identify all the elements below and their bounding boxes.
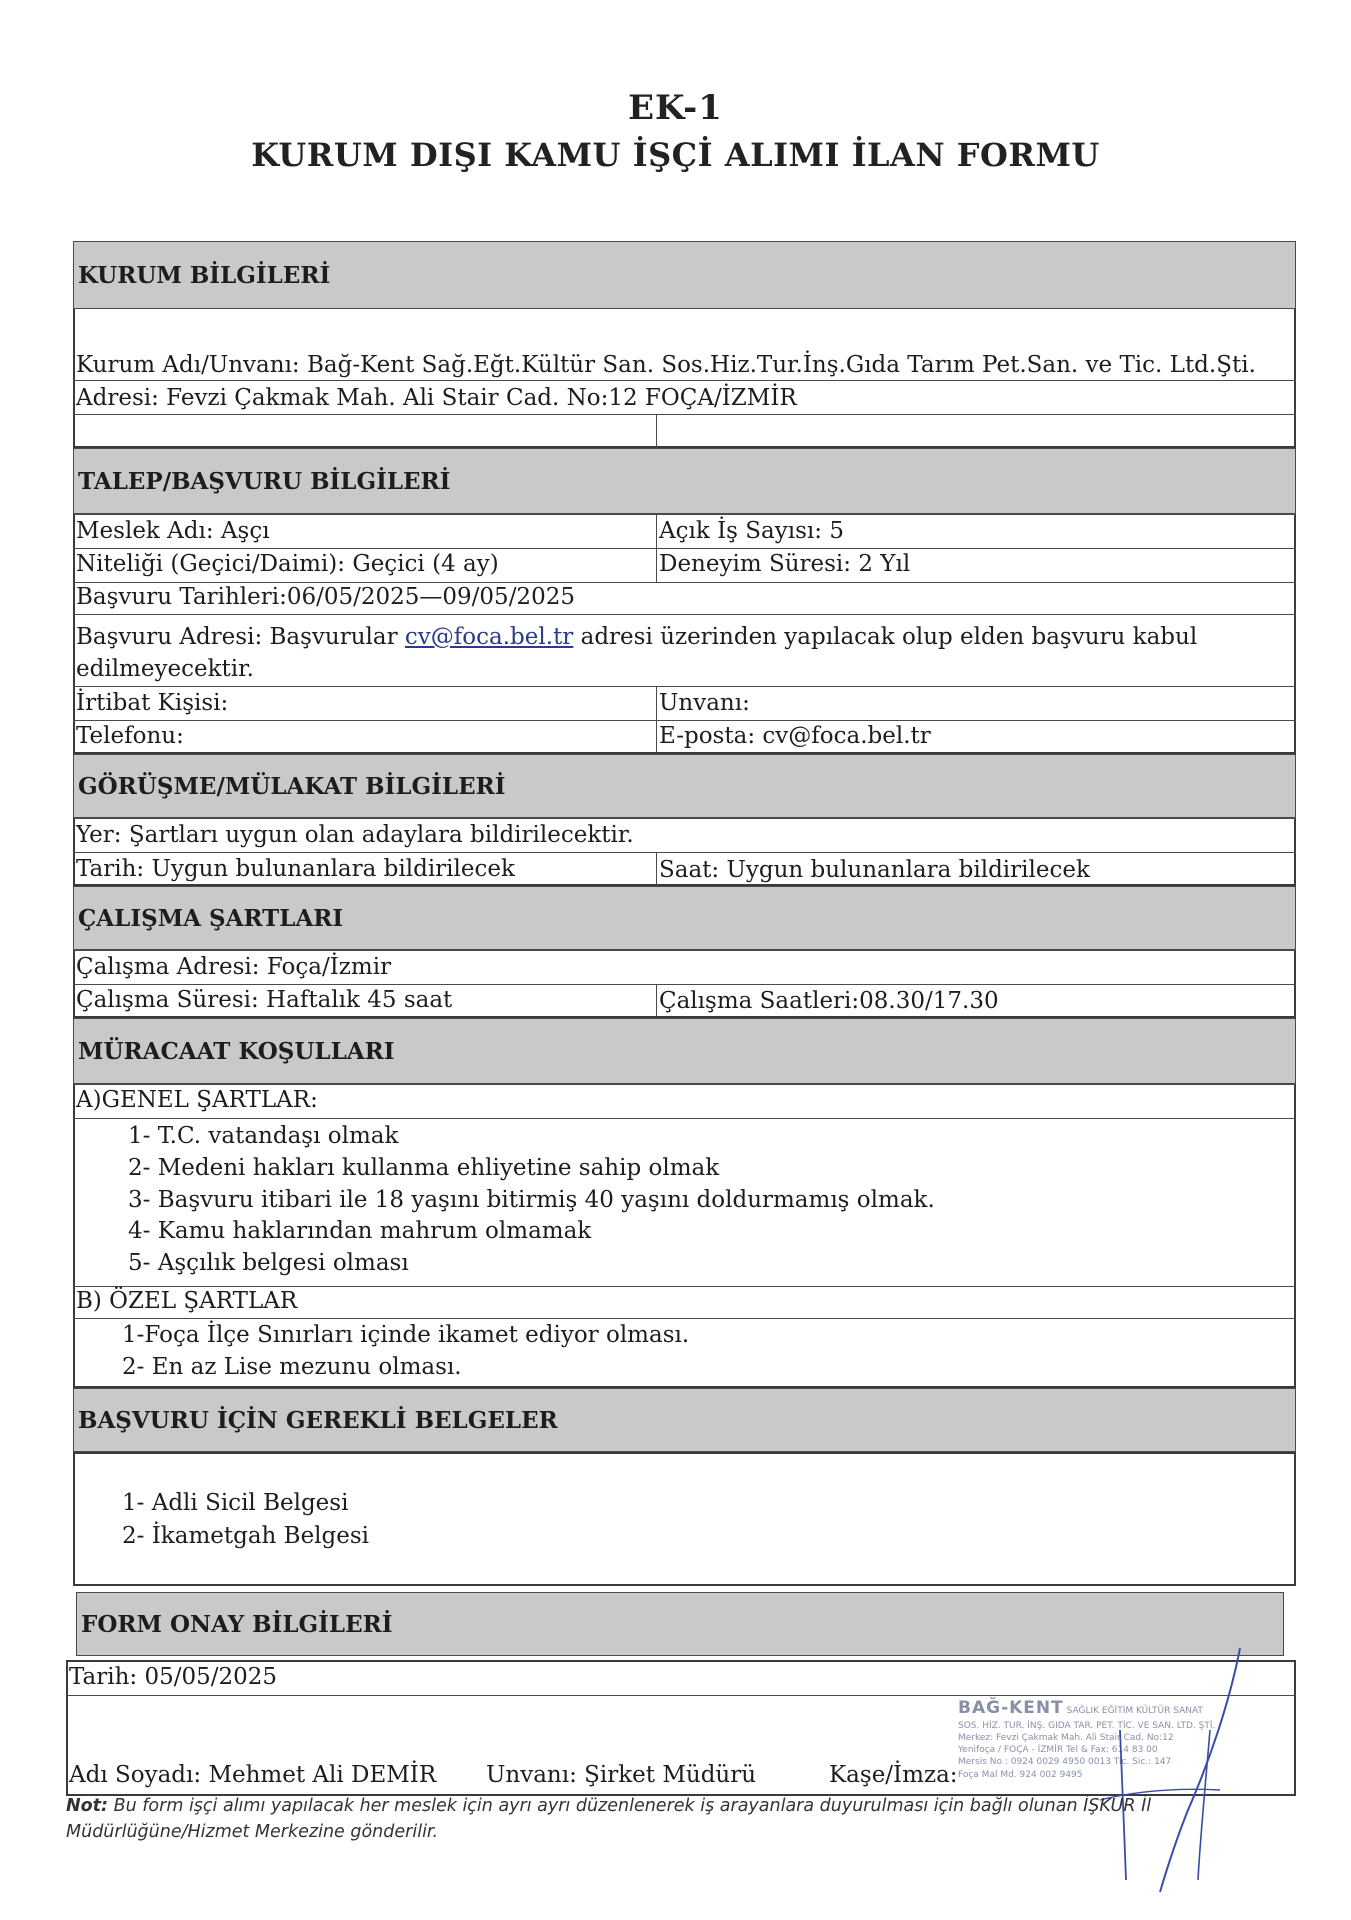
gorusme-header: GÖRÜŞME/MÜLAKAT BİLGİLERİ [73,754,1296,818]
talep-header: TALEP/BAŞVURU BİLGİLERİ [73,448,1296,514]
belgeler-header: BAŞVURU İÇİN GEREKLİ BELGELER [73,1388,1296,1452]
e-posta: E-posta: cv@foca.bel.tr [659,723,931,749]
belge-item: 2- İkametgah Belgesi [122,1523,370,1549]
basvuru-adresi: Başvuru Adresi: Başvurular cv@foca.bel.tr adresi üzerinden yapılacak olup elden başvuru kabul [76,624,1198,650]
kurum-name: Kurum Adı/Unvanı: Bağ-Kent Sağ.Eğt.Kültür San. Sos.Hiz.Tur.İnş.Gıda Tarım Pet.San. ve Tic. Ltd.Şti. [76,352,1256,378]
belge-item: 1- Adli Sicil Belgesi [122,1490,349,1516]
calisma-adresi: Çalışma Adresi: Foça/İzmir [76,954,392,980]
telefonu: Telefonu: [76,723,184,749]
kurum-empty-row [73,414,1296,448]
onay-adi-soyadi: Adı Soyadı: Mehmet Ali DEMİR [69,1762,437,1788]
gorusme-yer: Yer: Şartları uygun olan adaylara bildirilecektir. [76,822,634,848]
onay-header: FORM ONAY BİLGİLERİ [76,1592,1284,1656]
kurum-header: KURUM BİLGİLERİ [73,241,1296,309]
onay-unvani: Unvanı: Şirket Müdürü [486,1762,757,1788]
basvuru-adresi-line2: edilmeyecektir. [76,656,254,682]
genel-sart-item: 2- Medeni hakları kullanma ehliyetine sahip olmak [128,1155,720,1181]
calisma-saatleri: Çalışma Saatleri:08.30/17.30 [659,988,999,1014]
company-stamp: BAĞ-KENT SAĞLIK EĞİTİM KÜLTÜR SANAT SOS. HİZ. TUR. İNŞ. GIDA TAR. PET. TİC. VE SAN. LTD. ŞTİ. Merkez: Fevzi Çakmak Mah. Ali Stair Cad. No:12 Yenifoça / FOÇA - İZMİR Tel & Fax: 614 83 00 Mersis No : 0924 0029 4950 0013 Tic. Sic.: 147 Foça Mal Md. 924 002 9495 [958,1698,1216,1780]
belgeler-box [73,1452,1296,1586]
deneyim-suresi: Deneyim Süresi: 2 Yıl [659,551,911,577]
genel-sart-item: 1- T.C. vatandaşı olmak [128,1123,399,1149]
genel-sart-item: 4- Kamu haklarından mahrum olmamak [128,1218,592,1244]
ozel-sart-item: 2- En az Lise mezunu olması. [122,1354,462,1380]
genel-sart-item: 3- Başvuru itibari ile 18 yaşını bitirmiş 40 yaşını doldurmamış olmak. [128,1187,935,1213]
onay-tarih: Tarih: 05/05/2025 [69,1664,278,1690]
meslek-adi: Meslek Adı: Aşçı [76,518,270,544]
genel-sartlar-title: A)GENEL ŞARTLAR: [76,1087,318,1113]
signature [1060,1640,1260,1900]
form-title: KURUM DIŞI KAMU İŞÇİ ALIMI İLAN FORMU [251,136,1100,174]
gorusme-saat: Saat: Uygun bulunanlara bildirilecek [659,857,1090,883]
niteligi: Niteliği (Geçici/Daimi): Geçici (4 ay) [76,551,499,577]
form-code: EK-1 [628,88,723,128]
calisma-suresi: Çalışma Süresi: Haftalık 45 saat [76,987,453,1013]
gorusme-tarih: Tarih: Uygun bulunanlara bildirilecek [76,856,515,882]
form-note: Not: Bu form işçi alımı yapılacak her meslek için ayrı ayrı düzenlenerek iş arayanlara duyurulması için bağlı olunan İŞKUR İl Müdürlüğüne/Hizmet Merkezine gönderilir. [66,1796,1152,1843]
irtibat-kisisi: İrtibat Kişisi: [76,690,229,716]
genel-sart-item: 5- Aşçılık belgesi olması [128,1250,409,1276]
basvuru-tarihleri: Başvuru Tarihleri:06/05/2025—09/05/2025 [76,584,575,610]
ozel-sartlar-title: B) ÖZEL ŞARTLAR [76,1288,298,1314]
kurum-address: Adresi: Fevzi Çakmak Mah. Ali Stair Cad. No:12 FOÇA/İZMİR [76,385,797,411]
acik-is-sayisi: Açık İş Sayısı: 5 [659,518,844,544]
calisma-header: ÇALIŞMA ŞARTLARI [73,886,1296,950]
irtibat-unvani: Unvanı: [659,690,750,716]
basvuru-email-link[interactable]: cv@foca.bel.tr [404,624,574,650]
muracaat-header: MÜRACAAT KOŞULLARI [73,1018,1296,1084]
ozel-sart-item: 1-Foça İlçe Sınırları içinde ikamet ediyor olması. [122,1322,690,1348]
onay-kase-imza: Kaşe/İmza: [829,1762,958,1788]
